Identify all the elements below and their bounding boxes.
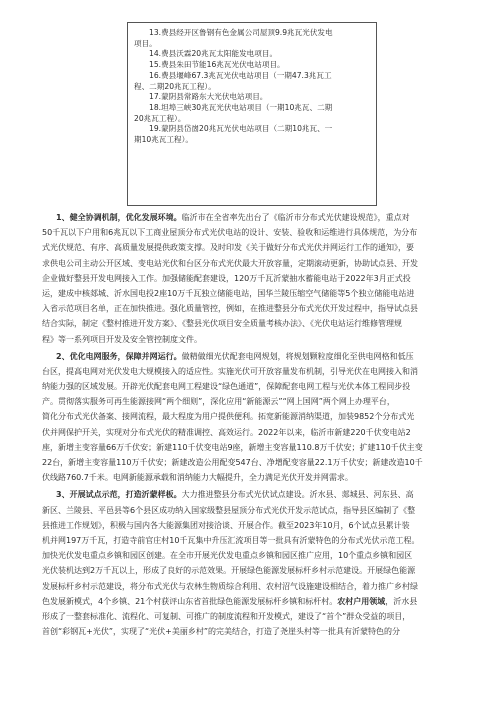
line-text: 50千瓦以下户用和6兆瓦以下工商业屋顶分布式光伏电站的设计、安装、验收和运维进行具体规范，为分布 (42, 228, 418, 238)
line-text: 形成了一整套标准化、流程化、可复制、可推广的制度流程和开发模式，建设了“首个”群众受益的项目， (42, 611, 411, 621)
document-body (42, 210, 482, 641)
line-text: 程》等一系列项目开发及安全管控制度文件。 (42, 334, 202, 344)
text-line (42, 286, 482, 301)
line-text: 加快光伏发电重点乡镇和园区创建。在全市开展光伏发电重点乡镇和园区推广应用，10个重点乡镇和园区 (42, 551, 413, 561)
line-text: 结合实际，制定《整村推进开发方案》、《整县光伏项目安全质量考核办法》、《光伏电站运行维修管理规 (42, 319, 402, 329)
line-text: 临沂市在全省率先出台了《临沂市分布式光伏建设规范》，重点对 (181, 213, 410, 222)
project-list-line: 20兆瓦工程）。 (134, 113, 186, 123)
text-line (42, 240, 482, 255)
line-text: 入省示范项目名单，正在加快推进。强化质量管控，例如，在推进整县分布式光伏开发过程中，指导试点县 (42, 304, 418, 314)
text-line (42, 548, 482, 563)
text-line (42, 503, 482, 518)
text-line (42, 470, 482, 485)
line-text: 企业做好整县开发电网接入工作。加强储能配套建设，120万千瓦沂蒙抽水蓄能电站于2022年3月正式投 (42, 273, 411, 283)
project-list-line: 15.费县朱田节能16兆瓦光伏电站项目。 (149, 60, 285, 70)
text-line (42, 518, 482, 533)
line-text: 大力推进整县分布式光伏试点建设。沂水县、郯城县、河东县、高 (181, 490, 414, 500)
project-list-line: 项目。 (134, 38, 157, 48)
text-line (42, 271, 482, 286)
text-line (42, 210, 482, 225)
text-line (42, 425, 482, 440)
project-list-line: 16.费县堰峰67.3兆瓦光伏电站项目（一期47.3兆瓦工 (149, 70, 332, 80)
text-line (42, 579, 482, 594)
text-line (42, 301, 482, 316)
text-line (42, 256, 482, 271)
line-text: 做精做细光伏配套电网规划，将规划颗粒度细化至供电网格和低压 (181, 351, 414, 361)
inline-heading: 农村户用领域 (337, 596, 386, 606)
paragraph (42, 349, 482, 486)
text-line (42, 563, 482, 578)
line-text: 22台，新增主变容量110万千伏安；新建改造公用配变547台、净增配变容量22.1万千伏安；新建改造10千 (42, 458, 423, 467)
project-list-line: 14.费县沃霖20兆瓦太阳能发电项目。 (149, 49, 278, 59)
line-text: 产。贯彻落实服务可再生能源接网“两个细则”，深化应用“新能源云”“网上国网”两个网上办理平台， (42, 397, 395, 407)
text-line (42, 364, 482, 379)
project-list-line: 18.坦埠三峡30兆瓦光伏电站项目（一期10兆瓦、二期 (149, 102, 333, 112)
project-list-line: 17.蒙阴县常路东大光伏电站项目。 (149, 92, 268, 102)
line-text: 运，建成中核郯城、沂水国电投2座10万千瓦独立储能电站，国华兰陵压缩空气储能等5个独立储能电站进 (42, 288, 415, 298)
line-text: 发展标杆乡村示范建设，将分布式光伏与农林生物质综合利用、农村沼气设施建设相结合，着力推广乡村绿 (42, 581, 418, 591)
text-line (42, 394, 482, 409)
project-list-line: 程、二期20兆瓦工程）。 (134, 81, 216, 91)
line-text: 伏并网保护开关，实现对分布式光伏的精准调控、高效运行。2022年以来，临沂市新建220千伏变电站2 (42, 427, 411, 437)
text-line (42, 594, 482, 609)
text-line (42, 379, 482, 394)
text-line (42, 455, 482, 470)
line-text: 县推进工作规划》，积极与国内各大能源集团对接洽谈、开展合作。截至2023年10月，6个试点县累计装 (42, 520, 410, 530)
line-text: 首创“彩钢瓦+光伏”，实现了“光伏+美丽乡村”的完美结合，打造了尧崖头村等一批具有沂蒙特色的分 (42, 627, 400, 637)
project-list-line: 13.费县经开区鲁钢有色金属公司屋顶9.9兆瓦光伏发电 (149, 28, 333, 37)
line-text: 座，新增主变容量66万千伏安；新建110千伏变电站9座，新增主变容量110.8万千伏安；扩建110千伏主变 (42, 442, 423, 452)
text-line (42, 487, 482, 502)
project-list-box (127, 22, 377, 206)
line-text: 机并网197万千瓦，打造寺前官庄村10千瓦集中升压汇流项目等一批具有沂蒙特色的分布式光伏示范工程。 (42, 535, 420, 545)
paragraph-heading: 1、健全协调机制，优化发展环境。 (56, 213, 182, 222)
text-line (42, 332, 482, 347)
paragraph-heading: 2、优化电网服务，保障并网运行。 (56, 351, 182, 361)
text-line (42, 440, 482, 455)
line-text: 新区、兰陵县、平邑县等6个县区成功纳入国家级整县屋顶分布式光伏开发示范试点，指导县区编制了《整 (42, 505, 416, 515)
text-line (42, 409, 482, 424)
line-text: 伏线路760.7千米。电网新能源承载和消纳能力大幅提升，全力满足光伏开发并网需求。 (42, 473, 353, 483)
paragraph-heading: 3、开展试点示范，打造沂蒙样板。 (56, 490, 182, 500)
text-line (42, 349, 482, 364)
line-text: 简化分布式光伏备案、接网流程，最大程度为用户提供便利。拓宽新能源消纳渠道，加装9852个分布式光 (42, 412, 415, 422)
text-line (42, 624, 482, 639)
line-text: 光伏装机达到2万千瓦以上，形成了良好的示范效果。开展绿色能源发展标杆乡村示范建设。开展绿色能源 (42, 566, 416, 576)
line-text: 求供电公司主动公开区域、变电站光伏和台区分布式光伏最大开放容量，定期滚动更新，协助试点县、开发 (42, 258, 418, 268)
paragraph (42, 210, 482, 347)
paragraph (42, 487, 482, 639)
line-text-tail: ，沂水县 (385, 596, 418, 606)
project-list-line: 期10兆瓦工程）。 (134, 135, 194, 145)
line-text: 色发展新模式，4个乡镇、21个村获评山东省首批绿色能源发展标杆乡镇和标杆村。 (42, 596, 338, 606)
project-list-line: 19.蒙阴县岱崮20兆瓦光伏电站项目（二期10兆瓦、一 (149, 124, 333, 134)
text-line (42, 609, 482, 624)
text-line (42, 533, 482, 548)
line-text: 纳能力强的区域发展。开辟光伏配套电网工程建设“绿色通道”，保障配套电网工程与光伏本体工程同步投 (42, 382, 411, 392)
line-text: 台区，提高电网对光伏发电大规模接入的适应性。实施光伏可开放容量发布机制，引导光伏在电网接入和消 (42, 366, 418, 376)
text-line (42, 225, 482, 240)
text-line (42, 316, 482, 331)
line-text: 式光伏规范、有序、高质量发展提供政策支撑。及时印发《关于做好分布式光伏并网运行工作的通知》，要 (42, 243, 414, 253)
